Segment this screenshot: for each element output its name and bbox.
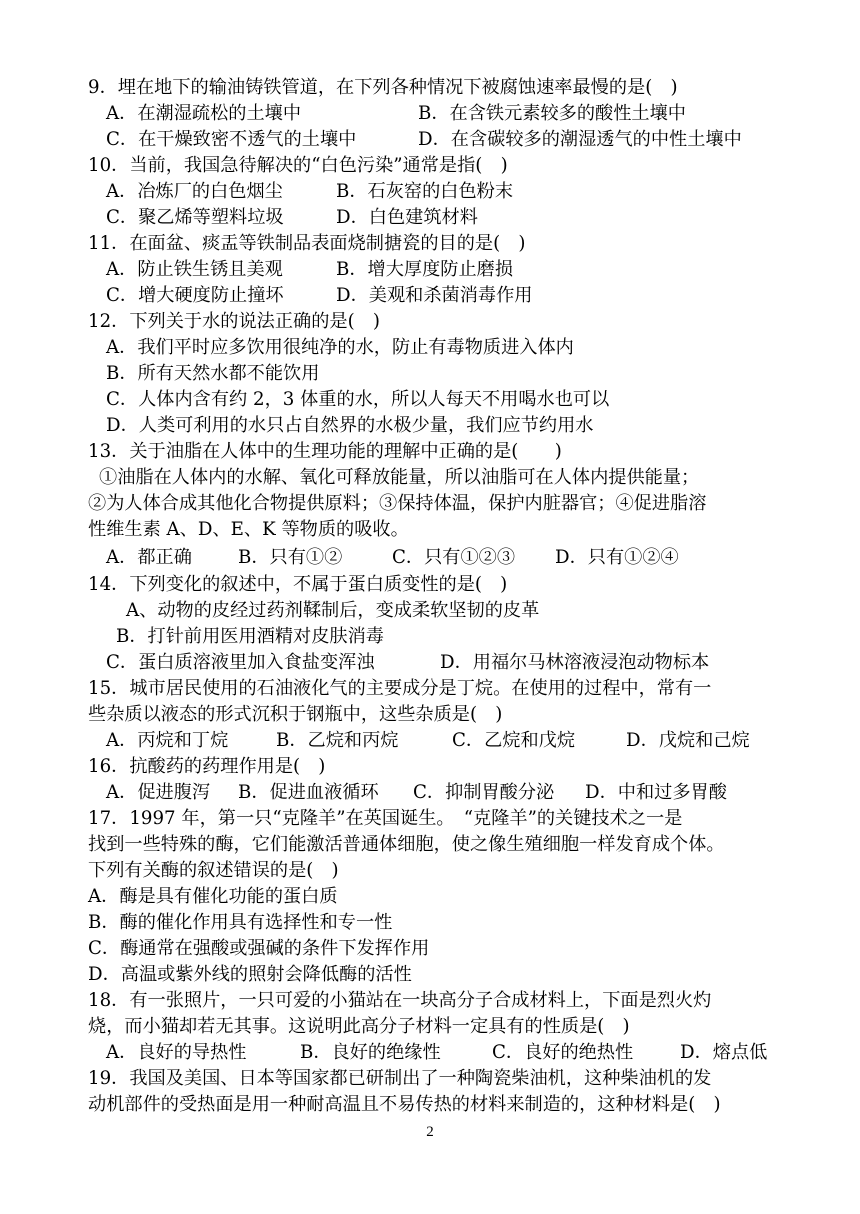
question-14-option-b: B．打针前用医用酒精对皮肤消毒 [116, 626, 384, 647]
question-9-option-d: D．在含碳较多的潮湿透气的中性土壤中 [418, 129, 742, 150]
question-11-option-c: C．增大硬度防止撞坏 [106, 285, 284, 306]
question-14-option-c: C．蛋白质溶液里加入食盐变浑浊 [106, 652, 375, 673]
question-17-option-b: B．酶的催化作用具有选择性和专一性 [88, 912, 393, 933]
question-18-option-d: D．熔点低 [680, 1042, 768, 1063]
question-12-option-a: A．我们平时应多饮用很纯净的水，防止有毒物质进入体内 [106, 337, 574, 358]
question-18-stem-line-2: 烧，而小猫却若无其事。这说明此高分子材料一定具有的性质是( ) [88, 1016, 630, 1037]
question-15-stem-line-1: 15．城市居民使用的石油液化气的主要成分是丁烷。在使用的过程中，常有一 [88, 678, 712, 699]
question-11-option-d: D．美观和杀菌消毒作用 [336, 285, 533, 306]
question-15-option-b: B．乙烷和丙烷 [276, 730, 399, 751]
question-15-option-c: C．乙烷和戊烷 [452, 730, 576, 751]
question-11-option-b: B．增大厚度防止磨损 [336, 259, 514, 280]
question-17-stem-line-2: 找到一些特殊的酶，它们能激活普通体细胞，使之像生殖细胞一样发育成个体。 [88, 834, 725, 855]
question-15-stem-line-2: 些杂质以液态的形式沉积于钢瓶中，这些杂质是( ) [88, 704, 503, 725]
question-9-option-c: C．在干燥致密不透气的土壤中 [106, 129, 357, 150]
question-9-stem: 9．埋在地下的输油铸铁管道，在下列各种情况下被腐蚀速率最慢的是( ) [88, 77, 678, 98]
question-11-option-a: A．防止铁生锈且美观 [106, 259, 283, 280]
question-17-stem-line-1: 17．1997 年，第一只“克隆羊”在英国诞生。 “克隆羊”的关键技术之一是 [88, 808, 683, 829]
question-14-option-a: A、动物的皮经过药剂鞣制后，变成柔软坚韧的皮革 [126, 600, 540, 621]
question-17-option-d: D．高温或紫外线的照射会降低酶的活性 [88, 964, 412, 985]
question-13-statement-line-1: ①油脂在人体内的水解、氧化可释放能量，所以油脂可在人体内提供能量； [99, 467, 700, 488]
question-18-option-a: A．良好的导热性 [106, 1042, 247, 1063]
question-19-stem-line-2: 动机部件的受热面是用一种耐高温且不易传热的材料来制造的，这种材料是( ) [88, 1094, 721, 1115]
question-10-option-b: B．石灰窑的白色粉末 [336, 181, 514, 202]
question-19-stem-line-1: 19．我国及美国、日本等国家都已研制出了一种陶瓷柴油机，这种柴油机的发 [88, 1068, 712, 1089]
question-16-stem: 16．抗酸药的药理作用是( ) [88, 756, 326, 777]
question-12-option-d: D．人类可利用的水只占自然界的水极少量，我们应节约用水 [106, 415, 594, 436]
question-17-stem-line-3: 下列有关酶的叙述错误的是( ) [88, 860, 339, 881]
question-12-option-c: C．人体内含有约 2，3 体重的水，所以人每天不用喝水也可以 [106, 389, 610, 410]
question-18-stem-line-1: 18．有一张照片，一只可爱的小猫站在一块高分子合成材料上，下面是烈火灼 [88, 990, 712, 1011]
question-9-option-b: B．在含铁元素较多的酸性土壤中 [418, 103, 686, 124]
question-13-statement-line-3: 性维生素 A、D、E、K 等物质的吸收。 [88, 519, 409, 540]
question-10-option-d: D．白色建筑材料 [336, 207, 478, 228]
question-11-stem: 11．在面盆、痰盂等铁制品表面烧制搪瓷的目的是( ) [88, 233, 526, 254]
question-12-stem: 12．下列关于水的说法正确的是( ) [88, 311, 380, 332]
page-number: 2 [426, 1124, 434, 1140]
question-9-option-a: A．在潮湿疏松的土壤中 [106, 103, 302, 124]
question-10-option-c: C．聚乙烯等塑料垃圾 [106, 207, 284, 228]
question-13-option-c: C．只有①②③ [392, 547, 516, 568]
question-15-option-a: A．丙烷和丁烷 [106, 730, 229, 751]
question-10-option-a: A．冶炼厂的白色烟尘 [106, 181, 283, 202]
question-16-option-d: D．中和过多胃酸 [585, 782, 727, 803]
question-18-option-c: C．良好的绝热性 [492, 1042, 634, 1063]
question-10-stem: 10．当前，我国急待解决的“白色污染”通常是指( ) [88, 155, 508, 176]
question-13-option-d: D．只有①②④ [555, 547, 679, 568]
question-13-option-b: B．只有①② [238, 547, 343, 568]
question-16-option-a: A．促进腹泻 [106, 782, 211, 803]
question-12-option-b: B．所有天然水都不能饮用 [106, 363, 320, 384]
question-17-option-c: C．酶通常在强酸或强碱的条件下发挥作用 [88, 938, 430, 959]
question-13-option-a: A．都正确 [106, 547, 192, 568]
question-13-stem: 13．关于油脂在人体中的生理功能的理解中正确的是( ) [88, 441, 562, 462]
question-14-stem: 14．下列变化的叙述中，不属于蛋白质变性的是( ) [88, 574, 508, 595]
question-15-option-d: D．戊烷和己烷 [626, 730, 750, 751]
question-17-option-a: A．酶是具有催化功能的蛋白质 [88, 886, 338, 907]
question-14-option-d: D．用福尔马林溶液浸泡动物标本 [440, 652, 710, 673]
question-18-option-b: B．良好的绝缘性 [300, 1042, 441, 1063]
question-16-option-c: C．抑制胃酸分泌 [413, 782, 555, 803]
question-13-statement-line-2: ②为人体合成其他化合物提供原料；③保持体温，保护内脏器官；④促进脂溶 [88, 493, 707, 514]
question-16-option-b: B．促进血液循环 [238, 782, 379, 803]
